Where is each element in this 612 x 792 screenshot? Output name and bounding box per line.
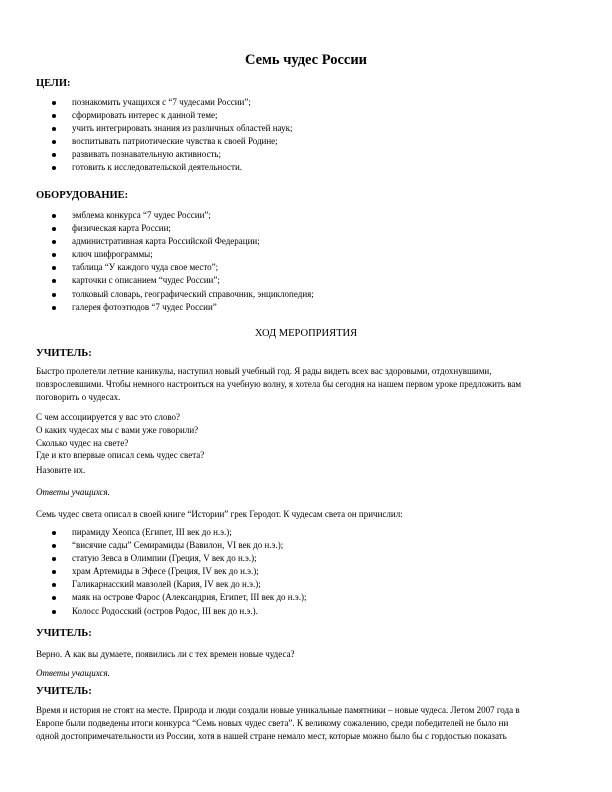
list-item: храм Артемиды в Эфесе (Греция, IV век до н.э.); [52, 565, 306, 578]
bullet-icon [52, 531, 56, 535]
wonders-list [52, 526, 306, 618]
intro-paragraph: Быстро пролетели летние каникулы, наступил новый учебный год. Я рады видеть всех вас здоровыми, отдохнувшими, повзрослевшими. Чтобы немного настроиться на учебную волну, я хотела бы сегодня на нашем первом уроке предложить вам поговорить о чудесах. [36, 366, 522, 402]
list-item: учить интегрировать знания из различных областей наук; [52, 122, 292, 135]
list-item: “висячие сады” Семирамиды (Вавилон, VI век до н.э.); [52, 539, 306, 552]
list-item: статую Зевса в Олимпии (Греция, V век до н.э.); [52, 552, 306, 565]
bullet-icon [52, 557, 56, 561]
teacher-label: УЧИТЕЛЬ: [36, 348, 92, 359]
name-them-text: Назовите их. [36, 465, 86, 475]
list-item: развивать познавательную активность; [52, 148, 292, 161]
page-title: Семь чудес России [244, 52, 368, 68]
bullet-icon [52, 127, 56, 131]
list-item: ключ шифрограммы; [52, 248, 314, 261]
bullet-icon [52, 596, 56, 600]
list-item: готовить к исследовательской деятельности. [52, 161, 292, 174]
list-item: толковый словарь, географический справочник, энциклопедия; [52, 288, 314, 301]
course-heading: ХОД МЕРОПРИЯТИЯ [254, 328, 358, 339]
list-item: маяк на острове Фарос (Александрия, Египет, III век до н.э.); [52, 591, 306, 604]
herodotus-text: Семь чудес света описал в своей книге “Истории” грек Геродот. К чудесам света он причислил: [36, 509, 403, 519]
bullet-icon [52, 583, 56, 587]
bullet-icon [52, 227, 56, 231]
equipment-list [52, 209, 314, 314]
bullet-icon [52, 214, 56, 218]
list-item: воспитывать патриотические чувства к своей Родине; [52, 135, 292, 148]
bullet-icon [52, 279, 56, 283]
list-item: административная карта Российской Федерации; [52, 235, 314, 248]
bullet-icon [52, 240, 56, 244]
list-item: карточки с описанием “чудес России”; [52, 274, 314, 287]
questions-block: С чем ассоциируется у вас это слово? О каких чудесах мы с вами уже говорили? Сколько чудес на свете? Где и кто впервые описал семь чудес света? [36, 412, 205, 461]
bullet-icon [52, 544, 56, 548]
bullet-icon [52, 266, 56, 270]
bullet-icon [52, 101, 56, 105]
list-item: физическая карта России; [52, 222, 314, 235]
student-answers-note: Ответы учащихся. [36, 668, 110, 678]
bullet-icon [52, 306, 56, 310]
new-wonders-question: Верно. А как вы думаете, появились ли с тех времен новые чудеса? [36, 649, 295, 659]
bullet-icon [52, 140, 56, 144]
list-item: познакомить учащихся с “7 чудесами России”; [52, 96, 292, 109]
bullet-icon [52, 153, 56, 157]
list-item: Колосс Родосский (остров Родос, III век до н.э.). [52, 605, 306, 618]
bullet-icon [52, 610, 56, 614]
list-item: сформировать интерес к данной теме; [52, 109, 292, 122]
bullet-icon [52, 114, 56, 118]
teacher-label: УЧИТЕЛЬ: [36, 628, 92, 639]
list-item: эмблема конкурса “7 чудес России”; [52, 209, 314, 222]
final-paragraph: Время и история не стоят на месте. Природа и люди создали новые уникальные памятники – новые чудеса. Летом 2007 года в Европе были подведены итоги конкурса “Семь новых чудес света”. К великому сожалению, среди победителей не было ни одной достопримечательности из России, хотя в нашей стране немало мест, которые можно было бы с гордостью показать [36, 705, 520, 741]
bullet-icon [52, 293, 56, 297]
list-item: пирамиду Хеопса (Египет, III век до н.э.); [52, 526, 306, 539]
equipment-heading: ОБОРУДОВАНИЕ: [36, 190, 129, 201]
goals-heading: ЦЕЛИ: [36, 78, 71, 89]
bullet-icon [52, 570, 56, 574]
bullet-icon [52, 253, 56, 257]
goals-list [52, 96, 292, 175]
list-item: галерея фотоэтюдов “7 чудес России” [52, 301, 314, 314]
bullet-icon [52, 166, 56, 170]
list-item: таблица “У каждого чуда свое место”; [52, 261, 314, 274]
teacher-label: УЧИТЕЛЬ: [36, 686, 92, 697]
student-answers-note: Ответы учащихся. [36, 487, 110, 497]
list-item: Галикарнасский мавзолей (Кария, IV век до н.э.); [52, 578, 306, 591]
